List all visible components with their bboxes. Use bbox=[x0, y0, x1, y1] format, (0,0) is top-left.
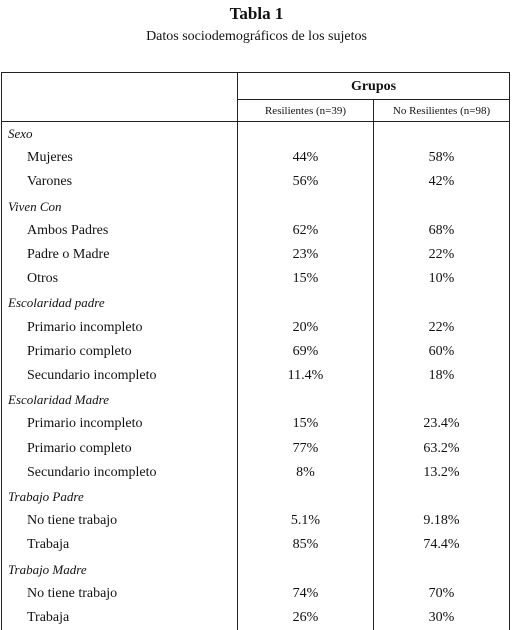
section-label: Sexo bbox=[8, 126, 33, 141]
section-row bbox=[2, 291, 509, 315]
table-row bbox=[2, 340, 509, 364]
cell-resilientes: 15% bbox=[292, 271, 319, 287]
row-label: Primario incompleto bbox=[27, 319, 143, 335]
cell-resilientes: 85% bbox=[292, 537, 319, 553]
row-label: Trabaja bbox=[27, 537, 70, 553]
cell-resilientes: 26% bbox=[292, 610, 319, 625]
table-row bbox=[2, 437, 509, 461]
table-row bbox=[2, 219, 509, 243]
table-row bbox=[2, 533, 509, 557]
cell-resilientes: 23% bbox=[292, 247, 319, 262]
cell-resilientes: 5.1% bbox=[290, 513, 321, 529]
row-label: Otros bbox=[27, 271, 59, 287]
cell-resilientes: 56% bbox=[292, 174, 319, 190]
row-label: Trabaja bbox=[27, 610, 70, 625]
cell-no-resilientes: 18% bbox=[428, 368, 455, 383]
table-row bbox=[2, 267, 509, 291]
row-label: No tiene trabajo bbox=[27, 513, 118, 529]
row-label: Primario completo bbox=[27, 440, 132, 456]
cell-resilientes: 20% bbox=[292, 319, 319, 335]
cell-no-resilientes: 30% bbox=[428, 610, 455, 625]
table-subtitle: Datos sociodemográficos de los sujetos bbox=[146, 29, 367, 44]
sociodemographic-table bbox=[1, 72, 510, 630]
section-row bbox=[2, 388, 509, 412]
table-title: Tabla 1 bbox=[229, 4, 284, 23]
table-row bbox=[2, 509, 509, 533]
cell-no-resilientes: 60% bbox=[428, 343, 455, 359]
cell-resilientes: 77% bbox=[292, 440, 319, 456]
row-label: Mujeres bbox=[27, 150, 73, 166]
row-label: Padre o Madre bbox=[27, 247, 110, 262]
cell-no-resilientes: 9.18% bbox=[423, 513, 460, 529]
section-label: Trabajo Madre bbox=[8, 561, 87, 577]
group-header: Grupos bbox=[350, 79, 397, 94]
table-row bbox=[2, 316, 509, 340]
table-row bbox=[2, 243, 509, 267]
table-row bbox=[2, 170, 509, 194]
table-row bbox=[2, 461, 509, 485]
table-row bbox=[2, 582, 509, 606]
section-label: Escolaridad padre bbox=[8, 295, 105, 311]
section-row bbox=[2, 195, 509, 219]
section-row bbox=[2, 485, 509, 509]
section-row bbox=[2, 122, 509, 146]
cell-no-resilientes: 68% bbox=[428, 222, 455, 238]
cell-no-resilientes: 22% bbox=[428, 319, 455, 335]
cell-no-resilientes: 10% bbox=[428, 271, 455, 287]
row-label: Ambos Padres bbox=[27, 222, 109, 238]
table-row bbox=[2, 146, 509, 170]
table-row bbox=[2, 412, 509, 436]
cell-resilientes: 69% bbox=[292, 343, 319, 359]
row-label: Varones bbox=[27, 174, 73, 190]
cell-no-resilientes: 74.4% bbox=[423, 537, 460, 553]
cell-resilientes: 44% bbox=[292, 150, 319, 166]
row-label: Primario incompleto bbox=[27, 416, 143, 432]
section-label: Escolaridad Madre bbox=[8, 392, 109, 408]
column-header-no-resilientes: No Resilientes (n=98) bbox=[392, 105, 491, 117]
cell-no-resilientes: 13.2% bbox=[423, 464, 460, 480]
cell-no-resilientes: 23.4% bbox=[423, 416, 460, 432]
column-header-resilientes: Resilientes (n=39) bbox=[264, 105, 347, 117]
cell-resilientes: 74% bbox=[292, 585, 319, 601]
cell-no-resilientes: 58% bbox=[428, 150, 455, 166]
section-label: Trabajo Padre bbox=[8, 489, 84, 504]
row-label: Secundario incompleto bbox=[27, 368, 157, 383]
cell-resilientes: 15% bbox=[292, 416, 319, 432]
cell-resilientes: 8% bbox=[296, 464, 315, 480]
cell-resilientes: 11.4% bbox=[287, 368, 324, 383]
cell-no-resilientes: 22% bbox=[428, 247, 455, 262]
cell-no-resilientes: 70% bbox=[428, 585, 455, 601]
section-label: Viven Con bbox=[8, 198, 62, 214]
cell-resilientes: 62% bbox=[292, 222, 319, 238]
row-label: Primario completo bbox=[27, 343, 132, 359]
section-row bbox=[2, 558, 509, 582]
row-label: No tiene trabajo bbox=[27, 585, 118, 601]
row-label: Secundario incompleto bbox=[27, 464, 157, 480]
cell-no-resilientes: 42% bbox=[428, 174, 455, 190]
table-row bbox=[2, 364, 509, 388]
cell-no-resilientes: 63.2% bbox=[423, 440, 460, 456]
table-row bbox=[2, 606, 509, 630]
